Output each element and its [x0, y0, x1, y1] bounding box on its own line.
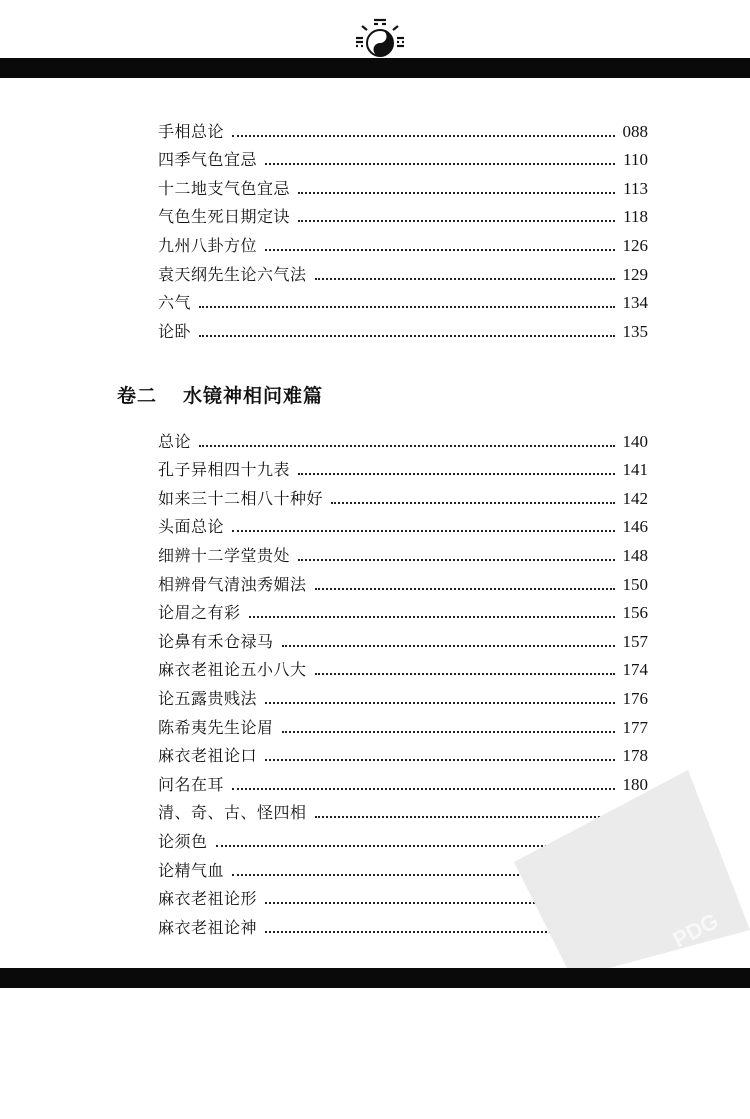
toc-entry-title: 麻衣老祖论神 [158, 917, 258, 937]
toc-entry-title: 九州八卦方位 [158, 235, 258, 255]
toc-entry [158, 537, 648, 566]
toc-entry-page: 148 [622, 545, 648, 565]
toc-entry [158, 652, 648, 681]
footer-rule [0, 968, 750, 988]
section-heading [117, 381, 323, 408]
toc-entry-page: 180 [622, 774, 648, 794]
toc-entry [158, 256, 648, 285]
toc-entry-page: 141 [622, 460, 648, 480]
toc-entry-page: 118 [623, 207, 648, 227]
toc-entry-title: 六气 [158, 293, 192, 313]
watermark-text: PDG [668, 907, 723, 953]
dot-leader [315, 278, 615, 280]
toc-entry [158, 170, 648, 199]
toc-entry-page: 156 [622, 603, 648, 623]
toc-entry [158, 452, 648, 481]
toc-entry [158, 509, 648, 538]
toc-entry-title: 论五露贵贱法 [158, 688, 258, 708]
toc-entry-title: 清、奇、古、怪四相 [158, 803, 307, 823]
header-rule [0, 58, 750, 78]
dot-leader [199, 445, 614, 447]
dot-leader [298, 220, 615, 222]
toc-entry-page: 178 [622, 746, 648, 766]
toc-entry-title: 四季气色宜忌 [158, 150, 258, 170]
toc-entry [158, 709, 648, 738]
toc-entry-page: 110 [623, 150, 648, 170]
toc-entry-title: 十二地支气色宜忌 [158, 178, 291, 198]
toc-entry-page: 176 [622, 688, 648, 708]
toc-entry-page: 150 [622, 574, 648, 594]
toc-entry-title: 相辨骨气清浊秀媚法 [158, 574, 307, 594]
toc-entry-page: 126 [622, 235, 648, 255]
toc-entry-title: 孔子异相四十九表 [158, 460, 291, 480]
toc-entry-title: 论卧 [158, 321, 192, 341]
dot-leader [298, 473, 614, 475]
section-label: 卷二 [117, 385, 158, 407]
toc-entry [158, 199, 648, 228]
dot-leader [249, 616, 615, 618]
toc-entry [158, 313, 648, 342]
toc-entry-page: 088 [622, 121, 648, 141]
dot-leader [331, 502, 614, 504]
toc-entry [158, 566, 648, 595]
toc-entry-title: 细辨十二学堂贵处 [158, 545, 291, 565]
toc-entry-title: 问名在耳 [158, 774, 225, 794]
toc-entry-title: 总论 [158, 431, 192, 451]
dot-leader [315, 673, 615, 675]
toc-list-part1 [158, 113, 648, 342]
toc-entry-page: 157 [622, 631, 648, 651]
toc-entry-title: 麻衣老祖论形 [158, 889, 258, 909]
toc-entry-page: 174 [622, 660, 648, 680]
toc-entry-page: 113 [623, 178, 648, 198]
dot-leader [232, 530, 614, 532]
toc-entry-page: 140 [622, 431, 648, 451]
toc-entry-page: 129 [622, 264, 648, 284]
toc-entry-title: 论鼻有禾仓禄马 [158, 631, 274, 651]
toc-entry [158, 480, 648, 509]
toc-entry-page: 146 [622, 517, 648, 537]
dot-leader [199, 306, 614, 308]
toc-entry [158, 113, 648, 142]
toc-entry-title: 头面总论 [158, 517, 225, 537]
dot-leader [315, 588, 615, 590]
toc-entry-title: 陈希夷先生论眉 [158, 717, 274, 737]
toc-entry-title: 论须色 [158, 831, 208, 851]
toc-entry-title: 论眉之有彩 [158, 603, 241, 623]
toc-entry [158, 285, 648, 314]
toc-entry [158, 227, 648, 256]
toc-entry-title: 袁天纲先生论六气法 [158, 264, 307, 284]
dot-leader [199, 335, 614, 337]
toc-entry [158, 142, 648, 171]
dot-leader [265, 249, 614, 251]
toc-entry-title: 论精气血 [158, 860, 225, 880]
toc-entry-title: 如来三十二相八十种好 [158, 488, 324, 508]
section-title: 水镜神相问难篇 [183, 385, 324, 407]
dot-leader [282, 731, 615, 733]
pdg-watermark-stamp [492, 742, 750, 982]
toc-entry-page: 177 [622, 717, 648, 737]
toc-entry-title: 气色生死日期定诀 [158, 207, 291, 227]
toc-entry-title: 麻衣老祖论五小八大 [158, 660, 307, 680]
toc-entry [158, 423, 648, 452]
dot-leader [298, 559, 614, 561]
dot-leader [298, 192, 615, 194]
toc-entry-title: 手相总论 [158, 121, 225, 141]
toc-entry-page: 142 [622, 488, 648, 508]
toc-entry-page: 135 [622, 321, 648, 341]
toc-entry-title: 麻衣老祖论口 [158, 746, 258, 766]
toc-entry [158, 595, 648, 624]
dot-leader [265, 702, 614, 704]
dot-leader [282, 645, 615, 647]
toc-entry-page: 134 [622, 293, 648, 313]
dot-leader [265, 163, 615, 165]
dot-leader [232, 135, 614, 137]
toc-entry [158, 680, 648, 709]
toc-entry [158, 623, 648, 652]
